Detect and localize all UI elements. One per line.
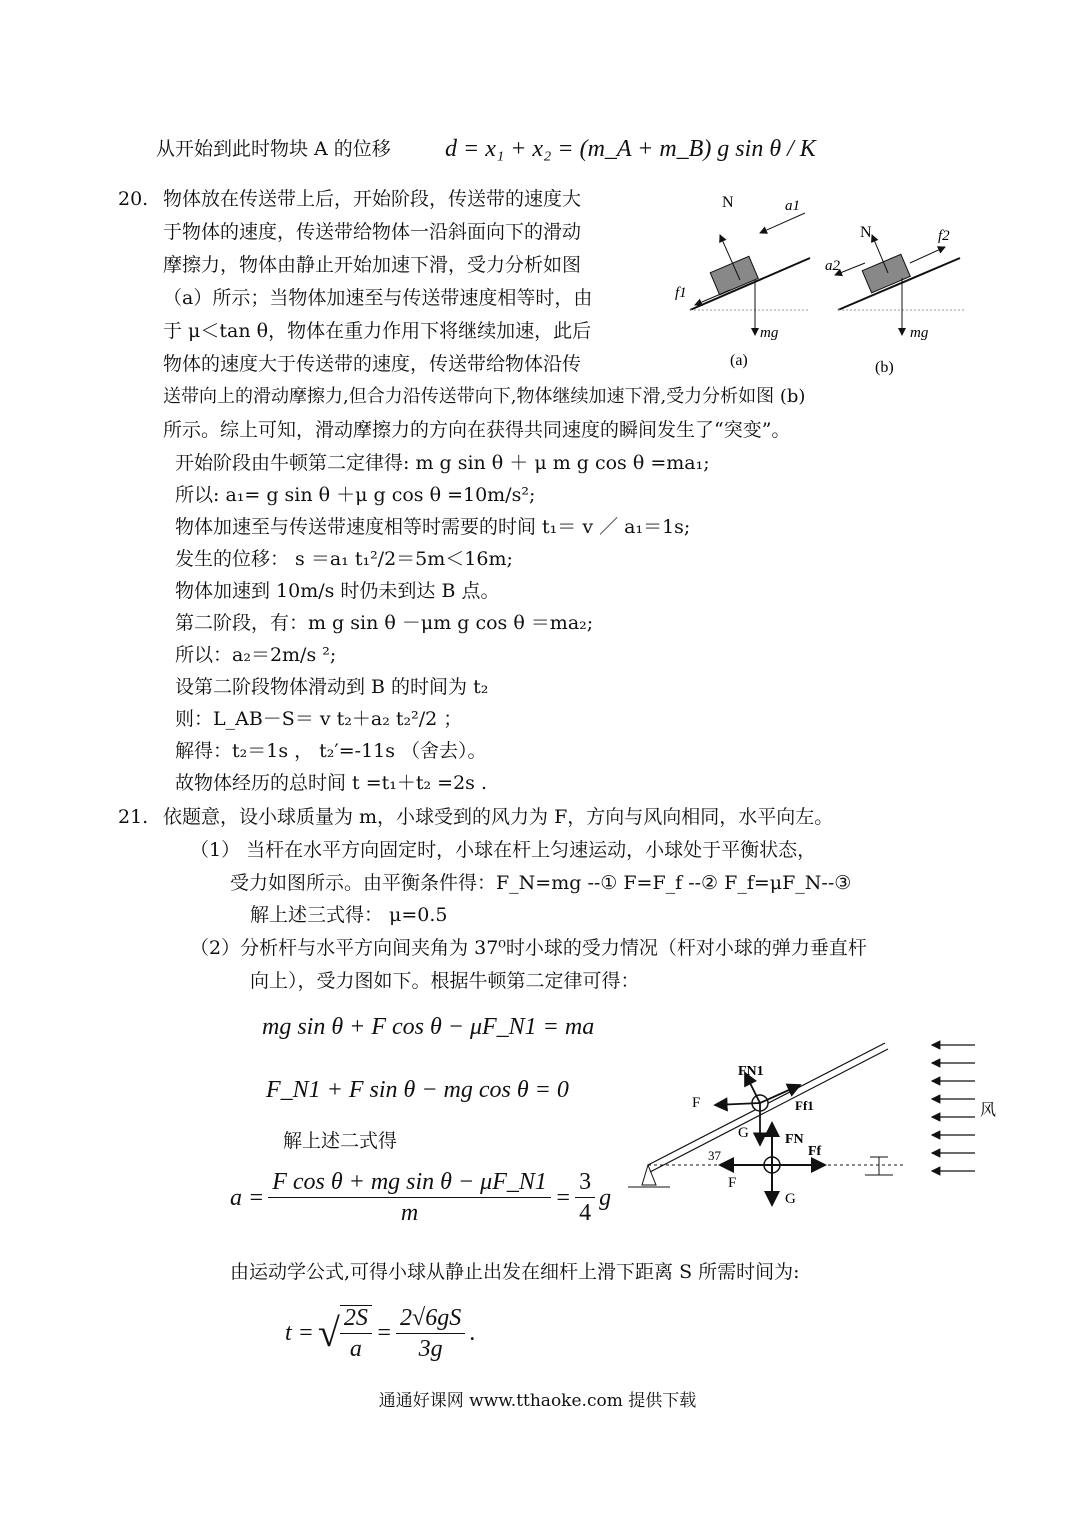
q20-line: 于 μ＜tan θ，物体在重力作用下将继续加速，此后 xyxy=(163,320,592,342)
normal-force-label-b: N xyxy=(860,224,872,241)
angle-label: 37 xyxy=(708,1148,721,1163)
q21-number: 21. xyxy=(118,806,149,828)
eq3-rhs-numerator: 3 xyxy=(575,1170,595,1198)
eq4-numerator: 2√6gS xyxy=(396,1306,465,1334)
g-label: G xyxy=(738,1125,749,1141)
q21-part1: 受力如图所示。由平衡条件得：F_N=mg --① F=F_f --② F_f=μF_N--③ xyxy=(230,872,852,894)
q20-line: 于物体的速度，传送带给物体一沿斜面向下的滑动 xyxy=(163,221,582,243)
q20-step: 第二阶段，有：m g sin θ －μm g cos θ ＝ma₂; xyxy=(175,612,594,634)
fig-b-label: (b) xyxy=(875,359,894,376)
q20-number: 20. xyxy=(118,188,149,210)
fig-a-label: (a) xyxy=(730,352,748,369)
footer: 通通好课网 www.tthaoke.com 提供下载 xyxy=(378,1391,697,1411)
fn-label: FN xyxy=(785,1132,804,1147)
q20-step: 所以: a₁= g sin θ ＋μ g cos θ =10m/s²; xyxy=(175,484,536,506)
q20-line: 物体的速度大于传送带的速度，传送带给物体沿传 xyxy=(163,353,582,375)
eq3-denominator: m xyxy=(400,1200,419,1226)
f2-label: f2 xyxy=(938,228,950,244)
q20-step: 发生的位移： s ＝a₁ t₁²/2＝5m＜16m; xyxy=(175,548,513,570)
mg-label-a: mg xyxy=(760,325,779,341)
q20-line: 送带向上的滑动摩擦力,但合力沿传送带向下,物体继续加速下滑,受力分析如图 (b) xyxy=(163,386,806,407)
a1-label: a1 xyxy=(785,198,800,214)
q20-line: （a）所示；当物体加速至与传送带速度相等时，由 xyxy=(163,287,593,309)
q20-line: 所示。综上可知，滑动摩擦力的方向在获得共同速度的瞬间发生了“突变”。 xyxy=(163,419,791,441)
kinematics-text: 由运动学公式,可得小球从静止出发在细杆上滑下距离 S 所需时间为: xyxy=(230,1261,800,1283)
q20-line: 物体放在传送带上后，开始阶段，传送带的速度大 xyxy=(163,188,582,210)
fn1-label: FN1 xyxy=(738,1064,764,1079)
displacement-formula: d = x₁ + x₂ = (m_A + m_B) g sin θ / K xyxy=(445,136,816,162)
mg-label-b: mg xyxy=(910,325,929,341)
f-label: F xyxy=(692,1095,701,1111)
eq4-lhs: t = xyxy=(285,1320,314,1346)
solve-text: 解上述二式得 xyxy=(283,1130,398,1152)
q20-step: 物体加速到 10m/s 时仍未到达 B 点。 xyxy=(175,580,500,602)
q20-force-diagram xyxy=(670,185,970,380)
q20-step: 设第二阶段物体滑动到 B 的时间为 t₂ xyxy=(175,676,489,698)
g-label-2: G xyxy=(785,1191,796,1207)
wind-label: 风 xyxy=(980,1102,997,1119)
q20-step: 故物体经历的总时间 t =t₁＋t₂ =2s . xyxy=(175,772,488,794)
q20-step: 所以：a₂＝2m/s ²; xyxy=(175,644,337,666)
q21-intro: 依题意，设小球质量为 m，小球受到的风力为 F，方向与风向相同，水平向左。 xyxy=(163,806,834,828)
equation-2: F_N1 + F sin θ − mg cos θ = 0 xyxy=(266,1077,569,1103)
eq4-sqrt-numerator: 2S xyxy=(340,1306,372,1334)
f-label-2: F xyxy=(728,1175,737,1191)
q20-line: 摩擦力，物体由静止开始加速下滑，受力分析如图 xyxy=(163,254,582,276)
normal-force-label: N xyxy=(722,194,734,211)
q21-part2: 向上），受力图如下。根据牛顿第二定律可得： xyxy=(250,970,640,992)
q21-part1: （1） 当杆在水平方向固定时，小球在杆上匀速运动，小球处于平衡状态， xyxy=(190,839,817,861)
eq3-lhs: a = xyxy=(230,1184,265,1211)
f1-label: f1 xyxy=(675,285,687,301)
eq4-denominator: 3g xyxy=(418,1335,443,1362)
eq3-numerator: F cos θ + mg sin θ − μF_N1 xyxy=(268,1170,551,1198)
ff-label: Ff xyxy=(808,1144,822,1159)
eq3-rhs-denominator: 4 xyxy=(579,1200,592,1226)
ff1-label: Ff1 xyxy=(795,1098,814,1113)
q20-step: 物体加速至与传送带速度相等时需要的时间 t₁＝ v ／ a₁＝1s; xyxy=(175,516,691,538)
q21-part1: 解上述三式得： μ=0.5 xyxy=(250,904,448,926)
equation-4: t = √ $\frac{2S}{a}$ = $\frac{2√6gS}{3g}$ . xyxy=(285,1304,476,1362)
displacement-text: 从开始到此时物块 A 的位移 xyxy=(156,138,391,160)
q20-step: 解得：t₂＝1s ， t₂′=-11s （舍去）。 xyxy=(175,740,487,762)
a2-label: a2 xyxy=(825,258,840,274)
equation-1: mg sin θ + F cos θ − μF_N1 = ma xyxy=(262,1014,595,1040)
eq3-tail: g xyxy=(599,1184,612,1211)
eq4-sqrt-denominator: a xyxy=(349,1336,362,1362)
q21-force-diagram xyxy=(620,1035,1005,1220)
q21-part2: （2）分析杆与水平方向间夹角为 37⁰时小球的受力情况（杆对小球的弹力垂直杆 xyxy=(190,937,867,959)
q20-step: 开始阶段由牛顿第二定律得: m g sin θ ＋ μ m g cos θ =ma₁; xyxy=(175,452,710,474)
q20-step: 则：L_AB－S＝ v t₂＋a₂ t₂²/2 ； xyxy=(175,708,463,730)
equation-3: a = $\frac{\text{F cos θ + mg sin θ − μF\_N1}}{m}$ = $\frac{3}{4}$ g xyxy=(230,1169,612,1226)
